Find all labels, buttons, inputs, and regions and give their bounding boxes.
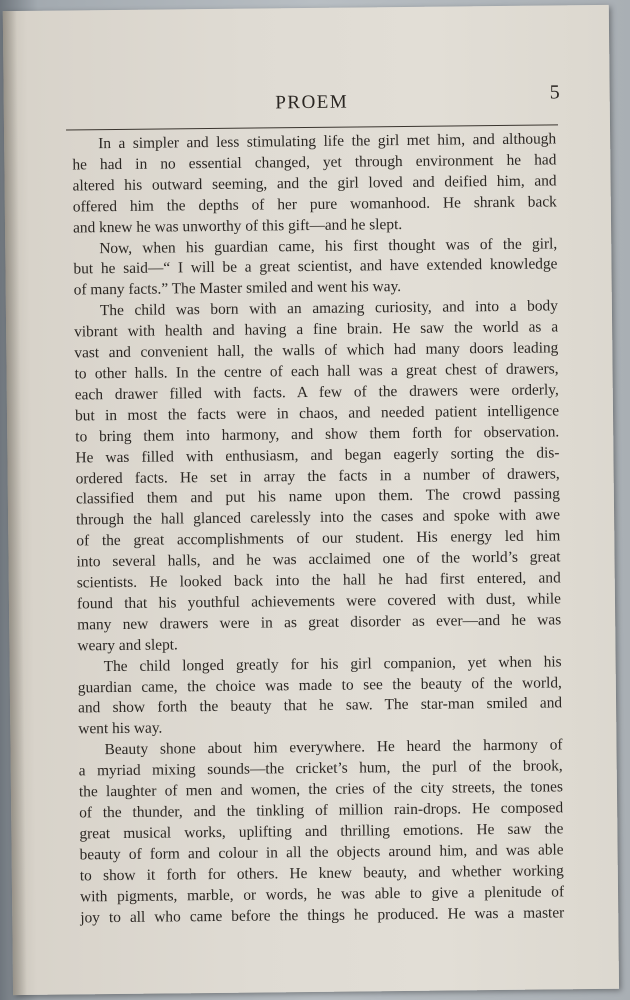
text-line: Beauty shone about him everywhere. He heard the harmony of [104, 736, 563, 759]
text-line: but he said—“ I will be a great scientist, and have extended knowledge [73, 255, 558, 278]
text-line: The child longed greatly for his girl companion, yet when his [103, 653, 562, 675]
text-line: of the thunder, and the tinkling of million rain-drops. He composed [79, 799, 564, 822]
text-line: altered his outward seeming, and the girl loved and deified him, and [72, 172, 557, 195]
text-line: the laughter of men and women, the cries of the city streets, the tones [78, 778, 564, 801]
text-line: went his way. [78, 719, 163, 738]
text-line: vibrant with health and having a fine brain. He saw the world as a [74, 318, 559, 341]
running-title: PROEM [275, 91, 349, 114]
text-line: joy to all who came before the things he produced. He was a master [80, 903, 565, 926]
text-line: of the great accomplishments of our student. His energy led him [76, 527, 561, 550]
body-text [72, 129, 564, 928]
text-line: great musical works, uplifting and thrilling emotions. He saw the [79, 820, 564, 843]
text-line: scientists. He looked back into the hall he had first entered, and [76, 569, 561, 592]
text-line: with pigments, marble, or words, he was able to give a plenitude of [79, 882, 565, 906]
text-line: to show it forth for others. He knew beauty, and whether working [79, 862, 564, 885]
text-line: He was filled with enthusiasm, and began eagerly sorting the dis- [75, 443, 560, 467]
text-line: of many facts.” The Master smiled and went his way. [73, 278, 402, 299]
text-line: a myriad mixing sounds—the cricket’s hum, the purl of the brook, [78, 757, 563, 780]
text-line: weary and slept. [77, 636, 178, 655]
paragraph [74, 297, 562, 657]
text-line: found that his youthful achievements were covered with dust, while [76, 590, 562, 613]
paragraph [72, 129, 557, 239]
text-line: and show forth the beauty that he saw. The star-man smiled and [77, 694, 563, 717]
text-line: he had in no essential changed, yet through environment he had [72, 151, 557, 174]
text-line: many new drawers were in as great disorder as ever—and he was [77, 611, 562, 634]
text-line: each drawer filled with facts. A few of the drawers were orderly, [74, 381, 559, 404]
text-line: vast and convenient hall, the walls of which had many doors leading [74, 339, 559, 362]
text-line: Now, when his guardian came, his first thought was of the girl, [99, 234, 558, 257]
text-line: guardian came, the choice was made to see the beauty of the world, [77, 673, 562, 696]
page-number: 5 [549, 81, 560, 104]
paragraph [73, 234, 558, 302]
text-line: through the hall glanced carelessly into the cases and spoke with awe [76, 506, 561, 529]
text-line: In a simpler and less stimulating life the girl met him, and although [98, 130, 557, 153]
text-line: into several halls, and he was acclaimed one of the world’s great [76, 548, 561, 571]
text-line: ordered facts. He set in array the facts in a number of drawers, [75, 464, 560, 487]
text-line: offered him the depths of her pure womanhood. He shrank back [72, 193, 557, 216]
text-line: to other halls. In the centre of each hall was a great chest of drawers, [74, 360, 559, 383]
paragraph [78, 736, 564, 929]
text-line: to bring them into harmony, and show them forth for observation. [75, 423, 560, 446]
text-line: classified them and put his name upon them. The crowd passing [75, 485, 560, 508]
paragraph [78, 652, 563, 741]
text-line: but in most the facts were in chaos, and needed patient intelligence [74, 402, 560, 425]
text-line: The child was born with an amazing curiosity, and into a body [99, 297, 558, 320]
page-header [66, 81, 558, 126]
book-page [3, 5, 619, 995]
text-line: beauty of form and colour in all the objects around him, and was able [79, 841, 564, 864]
text-line: and knew he was unworthy of this gift—and he slept. [72, 215, 403, 237]
